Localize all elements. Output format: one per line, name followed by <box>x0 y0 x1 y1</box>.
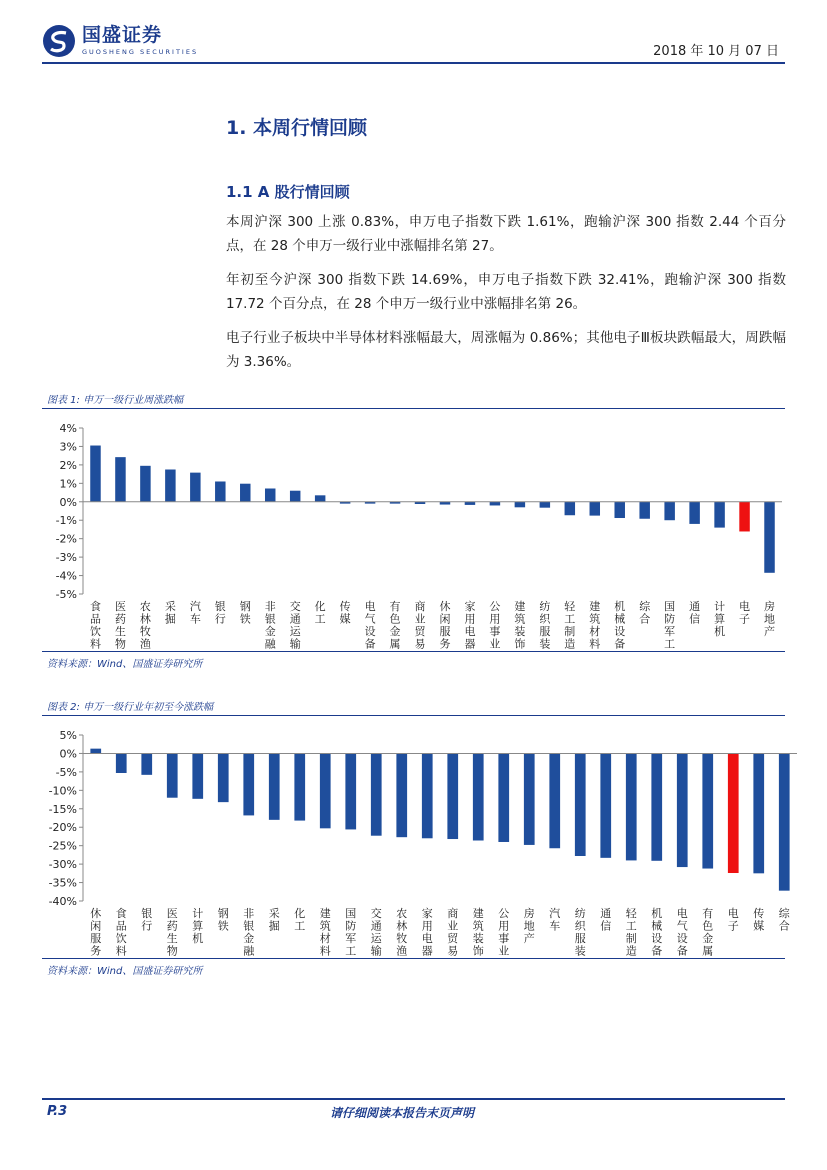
logo-text-en: GUOSHENG SECURITIES <box>82 48 199 56</box>
y-tick-label: 5% <box>59 729 77 742</box>
figure-2-title: 图表 2: 申万一级行业年初至今涨跌幅 <box>47 702 214 713</box>
bar <box>626 753 637 860</box>
x-category-label: 通信 <box>689 600 701 626</box>
y-tick-label: 3% <box>59 440 77 454</box>
paragraph-subsector: 电子行业子板块中半导体材料涨幅最大，周涨幅为 0.86%；其他电子Ⅲ板块跌幅最大，周跌幅为 3.36%。 <box>226 330 786 370</box>
bar <box>590 502 600 516</box>
logo-text-cn: 国盛证券 <box>82 24 163 46</box>
x-category-label: 家用电器 <box>421 907 433 958</box>
bar <box>140 466 150 502</box>
figure-1-title: 图表 1: 申万一级行业周涨跌幅 <box>47 395 184 406</box>
x-category-label: 国防军工 <box>345 907 357 958</box>
y-tick-label: 4% <box>59 422 77 435</box>
x-category-label: 食品饮料 <box>89 600 101 651</box>
footer-disclaimer: 请仔细阅读本报告末页声明 <box>330 1106 475 1120</box>
y-tick-label: -25% <box>48 839 77 853</box>
figure-1-top-rule <box>42 408 785 409</box>
x-category-label: 电子 <box>739 600 751 626</box>
x-category-label: 化工 <box>294 907 306 933</box>
x-category-label: 机械设备 <box>651 907 663 958</box>
x-category-label: 农林牧渔 <box>139 600 151 651</box>
x-category-label: 医药生物 <box>114 600 126 651</box>
figure-2-top-rule <box>42 715 785 716</box>
bar <box>689 502 699 524</box>
bar <box>265 488 275 501</box>
y-tick-label: -40% <box>48 895 77 908</box>
y-tick-label: -15% <box>48 802 77 816</box>
x-category-label: 化工 <box>314 600 326 626</box>
y-tick-label: -5% <box>55 765 77 779</box>
paragraph-ytd: 年初至今沪深 300 指数下跌 14.69%，申万电子指数下跌 32.41%，跑输沪深 300 指数 17.72 个百分点，在 28 个申万一级行业中涨幅排名第 26。 <box>226 272 786 312</box>
subsection-heading: 1.1 A 股行情回顾 <box>226 183 350 201</box>
bar <box>90 446 100 502</box>
figure-2-source: 资料来源：Wind、国盛证券研究所 <box>47 966 203 977</box>
bar <box>524 753 535 844</box>
x-category-label: 通信 <box>600 907 612 933</box>
x-category-label: 汽车 <box>189 600 201 626</box>
x-category-label: 交通运输 <box>370 907 382 958</box>
bar <box>90 749 101 754</box>
y-tick-label: 1% <box>59 477 77 491</box>
y-tick-label: -3% <box>55 551 77 565</box>
x-category-label: 商业贸易 <box>414 600 426 651</box>
bar <box>115 457 125 502</box>
bar <box>315 495 325 501</box>
bar <box>753 753 764 873</box>
bar <box>575 753 586 856</box>
x-category-label: 有色金属 <box>702 907 714 958</box>
x-category-label: 公用事业 <box>498 907 510 958</box>
figure-2-bottom-rule <box>42 958 785 959</box>
x-category-label: 国防军工 <box>664 600 676 651</box>
y-tick-label: -30% <box>48 858 77 872</box>
y-tick-label: 0% <box>59 747 77 761</box>
bar <box>540 502 550 508</box>
x-category-label: 采掘 <box>164 600 176 626</box>
bar <box>320 753 331 828</box>
x-category-label: 非银金融 <box>264 600 276 651</box>
page-number: P.3 <box>47 1104 68 1119</box>
x-category-label: 轻工制造 <box>564 600 576 651</box>
x-category-label: 农林牧渔 <box>396 907 408 958</box>
x-category-label: 计算机 <box>714 600 726 638</box>
x-category-label: 建筑装饰 <box>514 600 526 651</box>
section-heading: 1. 本周行情回顾 <box>226 117 368 139</box>
x-category-label: 电子 <box>727 907 739 933</box>
y-tick-label: -20% <box>48 821 77 835</box>
bar <box>739 502 749 532</box>
bar <box>490 502 500 506</box>
x-category-label: 轻工制造 <box>625 907 637 958</box>
bar <box>215 481 225 501</box>
y-tick-label: -35% <box>48 876 77 890</box>
bar <box>600 753 611 857</box>
x-category-label: 休闲服务 <box>90 907 102 958</box>
bar <box>549 753 560 848</box>
x-category-label: 综合 <box>639 600 651 626</box>
x-category-label: 汽车 <box>549 907 561 933</box>
bar <box>764 502 774 573</box>
x-category-label: 商业贸易 <box>447 907 459 958</box>
bar <box>714 502 724 528</box>
x-category-label: 房地产 <box>523 907 535 945</box>
paragraph-weekly: 本周沪深 300 上涨 0.83%，申万电子指数下跌 1.61%，跑输沪深 300 指数 2.44 个百分点，在 28 个申万一级行业中涨幅排名第 27。 <box>226 214 786 254</box>
bar <box>702 753 713 868</box>
bar <box>345 753 356 829</box>
x-category-label: 交通运输 <box>289 600 301 651</box>
bar <box>290 491 300 502</box>
y-tick-label: -1% <box>55 514 77 528</box>
y-tick-label: 2% <box>59 458 77 472</box>
bar <box>779 753 790 890</box>
bar <box>422 753 433 838</box>
bar <box>192 753 203 798</box>
x-category-label: 食品饮料 <box>115 907 127 958</box>
x-category-label: 建筑装饰 <box>472 907 484 958</box>
x-category-label: 电气设备 <box>676 907 688 958</box>
bar <box>243 753 254 815</box>
bar <box>294 753 305 820</box>
bar <box>515 502 525 508</box>
bar <box>447 753 458 839</box>
x-category-label: 电气设备 <box>364 600 376 651</box>
x-category-label: 有色金属 <box>389 600 401 651</box>
y-tick-label: 0% <box>59 495 77 509</box>
chart-ytd-change <box>42 719 790 958</box>
header-divider <box>42 62 785 64</box>
bar <box>651 753 662 860</box>
bar <box>639 502 649 519</box>
x-category-label: 休闲服务 <box>439 600 451 651</box>
x-category-label: 医药生物 <box>166 907 178 958</box>
bar <box>614 502 624 518</box>
x-category-label: 公用事业 <box>489 600 501 651</box>
logo-icon <box>42 24 76 58</box>
x-category-label: 家用电器 <box>464 600 476 651</box>
bar <box>116 753 127 773</box>
x-category-label: 采掘 <box>268 907 280 933</box>
bar <box>728 753 739 873</box>
chart-weekly-change <box>42 412 785 650</box>
footer-divider <box>42 1098 785 1100</box>
bar <box>218 753 229 802</box>
bar <box>498 753 509 842</box>
figure-1-bottom-rule <box>42 651 785 652</box>
bar <box>240 484 250 502</box>
x-category-label: 银行 <box>141 907 153 933</box>
bar <box>664 502 674 520</box>
bar <box>565 502 575 515</box>
x-category-label: 钢铁 <box>239 600 251 626</box>
y-tick-label: -2% <box>55 532 77 546</box>
bar <box>473 753 484 840</box>
x-category-label: 房地产 <box>764 600 776 638</box>
x-category-label: 钢铁 <box>217 907 229 933</box>
x-category-label: 银行 <box>214 600 226 626</box>
x-category-label: 传媒 <box>339 600 351 626</box>
y-tick-label: -4% <box>55 569 77 583</box>
x-category-label: 传媒 <box>753 907 765 933</box>
x-category-label: 纺织服装 <box>539 600 551 651</box>
bar <box>167 753 178 797</box>
bar <box>165 470 175 502</box>
x-category-label: 计算机 <box>192 907 204 945</box>
y-tick-label: -5% <box>55 588 77 601</box>
figure-1-source: 资料来源：Wind、国盛证券研究所 <box>47 659 203 670</box>
x-category-label: 机械设备 <box>614 600 626 651</box>
x-category-label: 建筑材料 <box>319 907 331 958</box>
x-category-label: 纺织服装 <box>574 907 586 958</box>
bar <box>371 753 382 835</box>
report-date: 2018 年 10 月 07 日 <box>653 44 779 59</box>
x-category-label: 综合 <box>778 907 790 933</box>
bar <box>269 753 280 819</box>
bar <box>396 753 407 837</box>
x-category-label: 非银金融 <box>243 907 255 958</box>
y-tick-label: -10% <box>48 784 77 798</box>
x-category-label: 建筑材料 <box>589 600 601 651</box>
bar <box>190 473 200 502</box>
company-logo <box>42 24 198 58</box>
bar <box>141 753 152 774</box>
bar <box>677 753 688 867</box>
